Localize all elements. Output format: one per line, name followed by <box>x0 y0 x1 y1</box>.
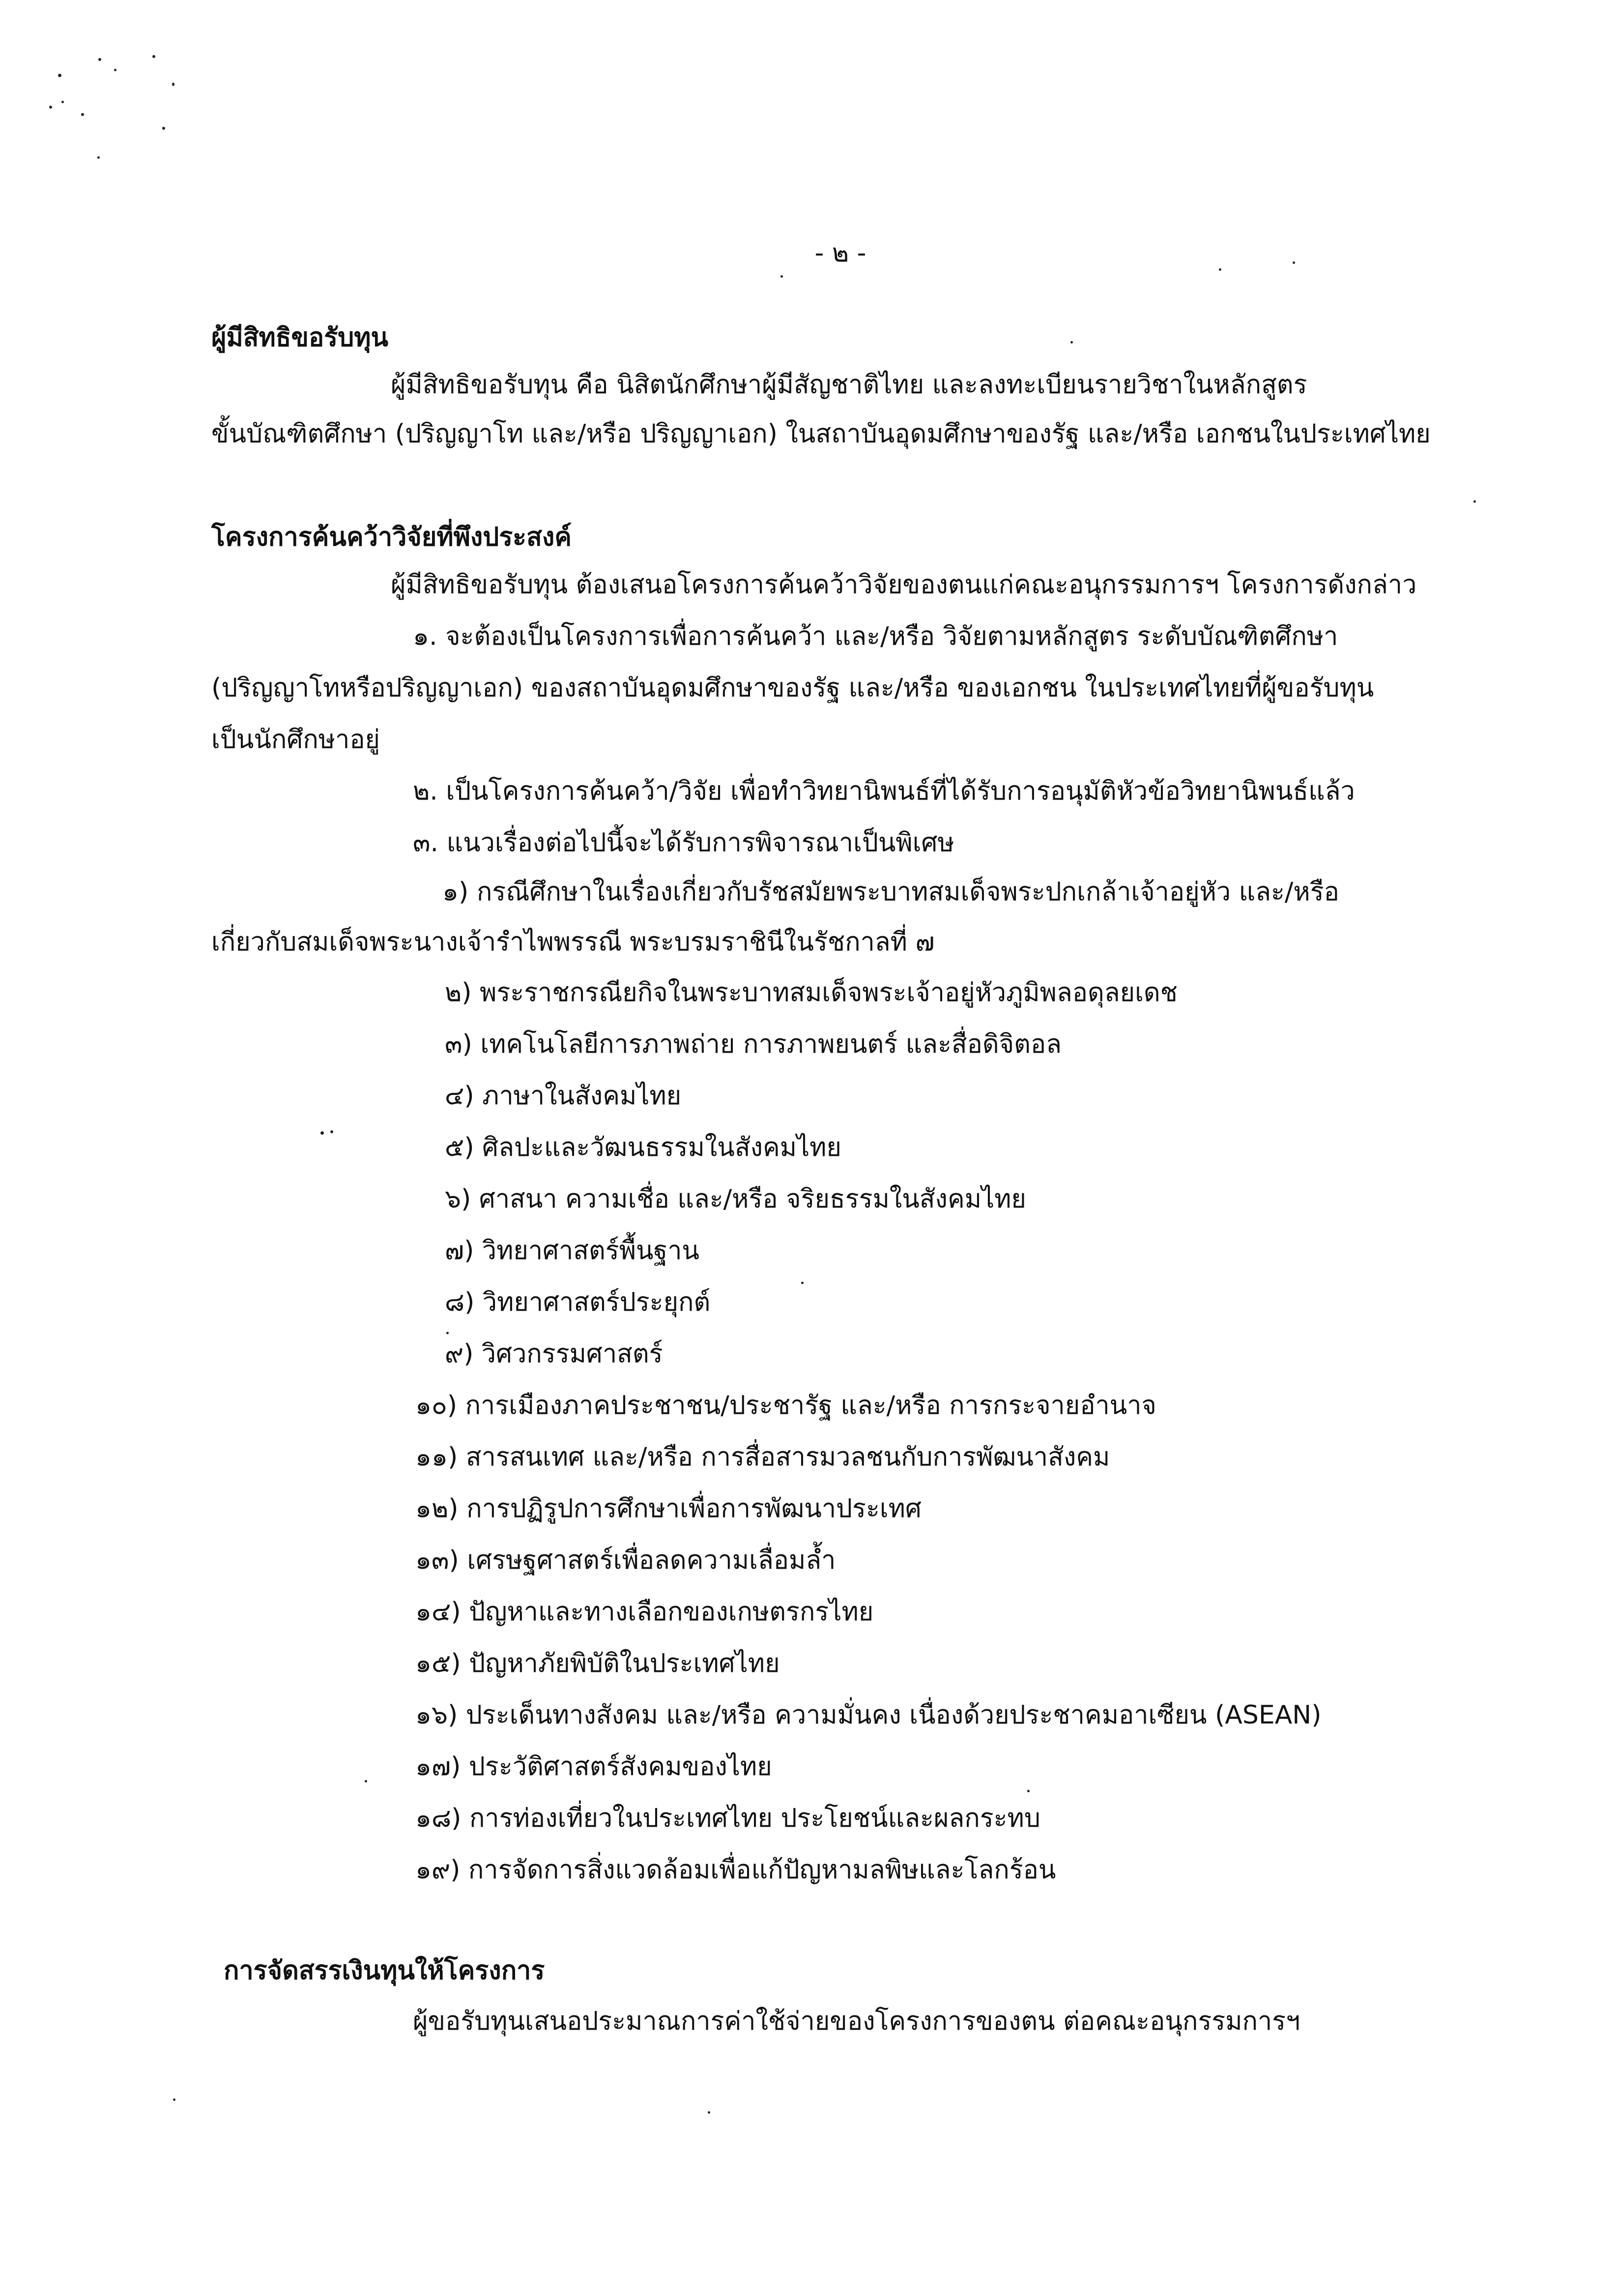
scan-speck <box>1473 500 1476 503</box>
scan-speck <box>330 1130 333 1133</box>
topic-item: ๑๑) สารสนเทศ และ/หรือ การสื่อสารมวลชนกับการพัฒนาสังคม <box>415 1442 1110 1472</box>
topic-item: ๑๗) ประวัติศาสตร์สังคมของไทย <box>415 1752 772 1781</box>
section-heading-funding: การจัดสรรเงินทุนให้โครงการ <box>224 1956 545 1985</box>
topic-item: ๑๒) การปฏิรูปการศึกษาเพื่อการพัฒนาประเทศ <box>415 1494 922 1523</box>
paragraph-line: ผู้ขอรับทุนเสนอประมาณการค่าใช้จ่ายของโครงการของตน ต่อคณะอนุกรรมการฯ <box>413 2007 1300 2036</box>
topic-item: ๘) วิทยาศาสตร์ประยุกต์ <box>445 1288 711 1317</box>
scan-speck <box>152 55 155 58</box>
scan-speck <box>58 74 61 77</box>
scan-speck <box>81 113 84 116</box>
scan-speck <box>98 58 101 61</box>
paragraph-line: ผู้มีสิทธิขอรับทุน ต้องเสนอโครงการค้นคว้าวิจัยของตนแก่คณะอนุกรรมการฯ โครงการดังกล่าว <box>391 570 1417 600</box>
topic-item: ๑๙) การจัดการสิ่งแวดล้อมเพื่อแก้ปัญหามลพิษและโลกร้อน <box>415 1855 1056 1885</box>
topic-item: ๔) ภาษาในสังคมไทย <box>445 1081 682 1111</box>
scan-speck <box>61 101 64 103</box>
topic-item: ๑๐) การเมืองภาคประชาชน/ประชารัฐ และ/หรือ การกระจายอำนาจ <box>415 1391 1156 1420</box>
page-number: - ๒ - <box>814 238 866 268</box>
scan-speck <box>162 127 165 130</box>
topic-item: ๑๓) เศรษฐศาสตร์เพื่อลดความเลื่อมล้ำ <box>415 1546 836 1575</box>
scan-speck <box>1027 1790 1030 1792</box>
numbered-item: ๒. เป็นโครงการค้นคว้า/วิจัย เพื่อทำวิทยานิพนธ์ที่ได้รับการอนุมัติหัวข้อวิทยานิพนธ์แล้ว <box>413 776 1355 806</box>
paragraph-line: เป็นนักศึกษาอยู่ <box>211 725 380 754</box>
section-heading-eligibility: ผู้มีสิทธิขอรับทุน <box>211 323 389 352</box>
paragraph-line: ขั้นบัณฑิตศึกษา (ปริญญาโท และ/หรือ ปริญญาเอก) ในสถาบันอุดมศึกษาของรัฐ และ/หรือ เอกชนในประเทศไทย <box>211 419 1431 449</box>
numbered-item: ๑. จะต้องเป็นโครงการเพื่อการค้นคว้า และ/หรือ วิจัยตามหลักสูตร ระดับบัณฑิตศึกษา <box>413 622 1338 651</box>
scan-speck <box>173 2098 175 2101</box>
paragraph-line: (ปริญญาโทหรือปริญญาเอก) ของสถาบันอุดมศึกษาของรัฐ และ/หรือ ของเอกชน ในประเทศไทยที่ผู้ขอรับทุน <box>211 673 1374 703</box>
numbered-item: ๓. แนวเรื่องต่อไปนี้จะได้รับการพิจารณาเป็นพิเศษ <box>413 828 954 858</box>
scan-speck <box>320 1131 324 1135</box>
scan-speck <box>801 1282 804 1284</box>
scan-speck <box>1070 341 1073 344</box>
topic-item: ๖) ศาสนา ความเชื่อ และ/หรือ จริยธรรมในสังคมไทย <box>445 1184 1026 1214</box>
scan-speck <box>97 156 100 159</box>
topic-item: ๑๕) ปัญหาภัยพิบัติในประเทศไทย <box>415 1649 780 1678</box>
topic-item: ๑) กรณีศึกษาในเรื่องเกี่ยวกับรัชสมัยพระบาทสมเด็จพระปกเกล้าเจ้าอยู่หัว และ/หรือ <box>442 877 1339 907</box>
scan-speck <box>708 2111 710 2114</box>
paragraph-line: ผู้มีสิทธิขอรับทุน คือ นิสิตนักศึกษาผู้มีสัญชาติไทย และลงทะเบียนรายวิชาในหลักสูตร <box>391 370 1307 400</box>
topic-item: ๙) วิศวกรรมศาสตร์ <box>445 1339 663 1369</box>
scan-speck <box>780 275 783 278</box>
scan-speck <box>49 106 52 109</box>
topic-item: ๗) วิทยาศาสตร์พื้นฐาน <box>445 1236 699 1265</box>
section-heading-projects: โครงการค้นคว้าวิจัยที่พึงประสงค์ <box>211 522 572 552</box>
topic-item: ๑๘) การท่องเที่ยวในประเทศไทย ประโยชน์และผลกระทบ <box>415 1804 1040 1833</box>
scan-speck <box>365 1780 367 1782</box>
topic-item: ๑๖) ประเด็นทางสังคม และ/หรือ ความมั่นคง เนื่องด้วยประชาคมอาเซียน (ASEAN) <box>415 1700 1322 1730</box>
topic-item: ๑๔) ปัญหาและทางเลือกของเกษตรกรไทย <box>415 1597 874 1627</box>
paragraph-line: เกี่ยวกับสมเด็จพระนางเจ้ารำไพพรรณี พระบรมราชินีในรัชกาลที่ ๗ <box>211 927 935 957</box>
topic-item: ๒) พระราชกรณียกิจในพระบาทสมเด็จพระเจ้าอยู่หัวภูมิพลอดุลยเดช <box>445 978 1178 1007</box>
topic-item: ๓) เทคโนโลยีการภาพถ่าย การภาพยนตร์ และสื่อดิจิตอล <box>445 1030 1062 1059</box>
scan-speck <box>446 1332 449 1334</box>
scan-speck <box>172 83 174 86</box>
topic-item: ๕) ศิลปะและวัฒนธรรมในสังคมไทย <box>445 1133 841 1162</box>
scan-speck <box>114 69 116 71</box>
